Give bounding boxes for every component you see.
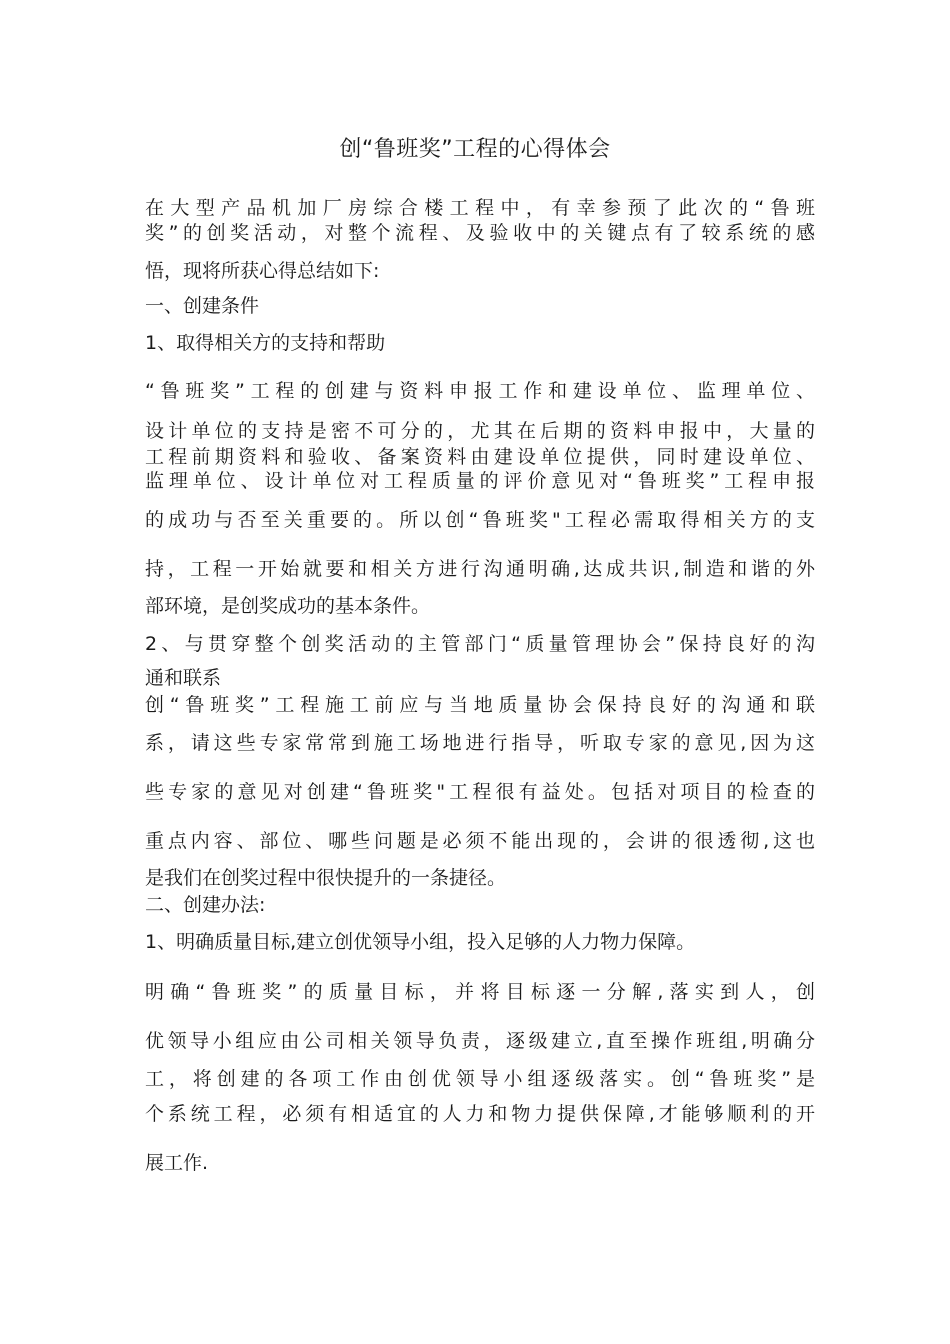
paragraph-line: 创“鲁班奖”工程施工前应与当地质量协会保持良好的沟通和联 xyxy=(145,694,815,716)
document-title: 创“鲁班奖”工程的心得体会 xyxy=(339,137,611,162)
paragraph-line: 部环境，是创奖成功的基本条件。 xyxy=(145,595,431,617)
paragraph-line: 明确“鲁班奖”的质量目标，并将目标逐一分解,落实到人，创 xyxy=(145,981,815,1003)
subsection-heading: 2、与贯穿整个创奖活动的主管部门“质量管理协会”保持良好的沟 xyxy=(145,633,815,655)
paragraph-line: 重点内容、部位、哪些问题是必须不能出现的，会讲的很透彻,这也 xyxy=(145,830,815,852)
paragraph-line: 些专家的意见对创建“鲁班奖"工程很有益处。包括对项目的检查的 xyxy=(145,781,815,803)
subsection-heading: 1、明确质量目标,建立创优领导小组，投入足够的人力物力保障。 xyxy=(145,931,696,953)
paragraph-line: 奖”的创奖活动，对整个流程、及验收中的关键点有了较系统的感 xyxy=(145,222,815,244)
subsection-heading: 通和联系 xyxy=(145,667,222,689)
subsection-heading: 1、取得相关方的支持和帮助 xyxy=(145,332,386,354)
paragraph-line: 是我们在创奖过程中很快提升的一条捷径。 xyxy=(145,867,507,889)
paragraph-line: “鲁班奖”工程的创建与资料申报工作和建设单位、监理单位、 xyxy=(145,380,815,402)
paragraph-line: 工程前期资料和验收、备案资料由建设单位提供，同时建设单位、 xyxy=(145,446,815,468)
paragraph-line: 的成功与否至关重要的。所以创“鲁班奖"工程必需取得相关方的支 xyxy=(145,509,815,531)
paragraph-line: 系，请这些专家常常到施工场地进行指导，听取专家的意见,因为这 xyxy=(145,732,815,754)
paragraph-line: 持，工程一开始就要和相关方进行沟通明确,达成共识,制造和谐的外 xyxy=(145,558,815,580)
paragraph-line: 设计单位的支持是密不可分的，尤其在后期的资料申报中，大量的 xyxy=(145,420,815,442)
paragraph-line: 展工作. xyxy=(145,1152,209,1174)
section-heading: 二、创建办法: xyxy=(145,894,266,916)
paragraph-line: 悟，现将所获心得总结如下: xyxy=(145,260,380,282)
section-heading: 一、创建条件 xyxy=(145,295,260,317)
paragraph-line: 优领导小组应由公司相关领导负责，逐级建立,直至操作班组,明确分 xyxy=(145,1030,815,1052)
paragraph-line: 监理单位、设计单位对工程质量的评价意见对“鲁班奖”工程申报 xyxy=(145,470,815,492)
paragraph-line: 工，将创建的各项工作由创优领导小组逐级落实。创“鲁班奖”是 xyxy=(145,1068,815,1090)
paragraph-line: 在大型产品机加厂房综合楼工程中，有幸参预了此次的“鲁班 xyxy=(145,197,815,219)
paragraph-line: 个系统工程，必须有相适宜的人力和物力提供保障,才能够顺利的开 xyxy=(145,1103,815,1125)
